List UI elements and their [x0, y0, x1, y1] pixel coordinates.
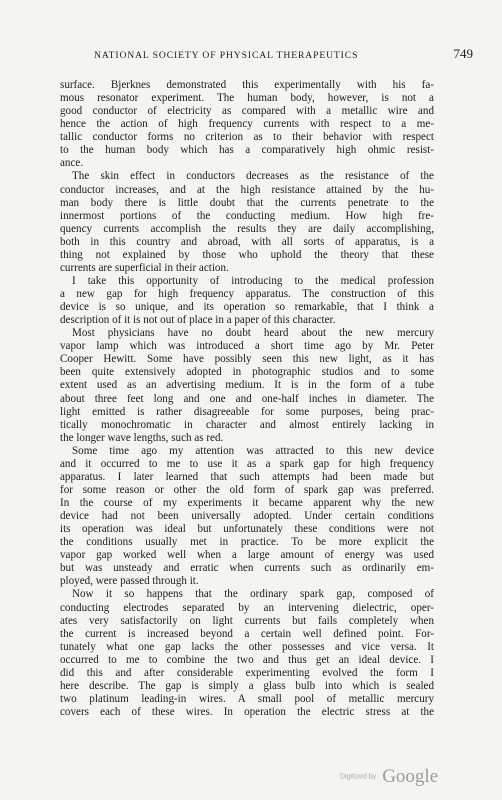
text-line: and it occurred to me to use it as a spark gap for high frequency — [60, 457, 434, 470]
text-line: hence the action of high frequency currents with respect to a me- — [60, 118, 434, 131]
text-line: apparatus. I later learned that such attempts had been made but — [60, 470, 434, 483]
text-line: the current is increased beyond a certain well defined point. For- — [60, 627, 434, 640]
text-line: been quite extensively adopted in photographic studios and to some — [60, 366, 434, 379]
page-number: 749 — [453, 46, 473, 61]
text-line: innermost portions of the conducting medium. How high fre- — [60, 209, 434, 222]
text-line: thing not explained by those who uphold the theory that these — [60, 248, 434, 261]
text-line: to the human body which has a comparatively high ohmic resist- — [60, 144, 434, 157]
text-line: ance. — [60, 157, 84, 170]
text-line: tallic conductor forms no criterion as to their behavior with respect — [60, 131, 434, 144]
text-line: a new gap for high frequency apparatus. The construction of this — [60, 288, 434, 300]
text-line: mous resonator experiment. The human body, however, is not a — [60, 92, 434, 105]
text-line: The skin effect in conductors decreases as the resistance of the — [72, 170, 434, 183]
text-line: conducting electrodes separated by an intervening dielectric, oper- — [60, 601, 434, 614]
text-line: covers each of these wires. In operation the electric stress at the — [60, 706, 434, 718]
text-line: tically monochromatic in character and almost entirely lacking in — [60, 418, 434, 431]
text-line: Most physicians have no doubt heard about the new mercury — [72, 327, 434, 340]
text-line: occurred to me to combine the two and thus get an ideal device. I — [60, 653, 434, 666]
text-line: the longer wave lengths, such as red. — [60, 431, 224, 444]
text-line: In the course of my experiments it became apparent why the new — [60, 497, 434, 509]
text-line: both in this country and abroad, with all sorts of apparatus, is a — [60, 235, 434, 248]
google-watermark — [340, 766, 438, 788]
text-line: ates very satisfactorily on light currents but fails completely when — [60, 614, 434, 627]
text-line: vapor gap worked well when a large amount of energy was used — [60, 549, 434, 562]
text-line: tunately what one gap lacks the other possesses and vice versa. It — [60, 640, 434, 653]
text-line: here describe. The gap is simply a glass bulb into which is sealed — [60, 679, 434, 692]
text-line: conductor increases, and at the high resistance attained by the hu- — [60, 183, 434, 196]
text-line: vapor lamp which was introduced a short time ago by Mr. Peter — [60, 340, 434, 353]
text-line: currents are superficial in their action. — [60, 261, 229, 274]
running-head: NATIONAL SOCIETY OF PHYSICAL THERAPEUTICS — [94, 50, 359, 61]
text-line: device had not been universally adopted. Under certain conditions — [60, 510, 434, 523]
text-line: description of it is not out of place in a paper of this character. — [60, 314, 336, 327]
text-line: extent used as an advertising medium. It is in the form of a tube — [60, 379, 434, 392]
text-line: two platinum leading-in wires. A small pool of metallic mercury — [60, 692, 434, 705]
text-line: I take this opportunity of introducing to the medical profession — [72, 274, 434, 287]
watermark-prefix: Digitized by — [340, 773, 377, 781]
google-logo: Google — [382, 766, 439, 787]
text-line: Cooper Hewitt. Some have possibly seen this new light, as it has — [60, 353, 434, 366]
text-line: ployed, were passed through it. — [60, 575, 199, 588]
text-line: its operation was ideal but unfortunately these conditions were not — [60, 523, 434, 536]
text-line: but was unsteady and erratic when currents such as ordinarily em- — [60, 562, 434, 575]
text-line: about three feet long and one and one-half inches in diameter. The — [60, 392, 434, 405]
text-line: light emitted is rather disagreeable for some purposes, being prac- — [60, 405, 434, 418]
body-text — [60, 79, 434, 719]
text-line: Some time ago my attention was attracted to this new device — [72, 444, 434, 457]
text-line: quency currents accomplish the results they are daily accomplishing, — [60, 222, 434, 235]
text-line: did this and after considerable experimenting evolved the form I — [60, 666, 434, 679]
text-line: good conductor of electricity as compared with a metallic wire and — [60, 105, 434, 118]
text-line: man body there is little doubt that the currents penetrate to the — [60, 196, 434, 209]
text-line: surface. Bjerknes demonstrated this experimentally with his fa- — [60, 79, 434, 91]
text-line: device is so unique, and its operation so remarkable, that I think a — [60, 301, 434, 314]
text-line: the conditions usually met in practice. To be more explicit the — [60, 536, 434, 549]
text-line: for some reason or other the old form of spark gap was preferred. — [60, 483, 434, 496]
text-line: Now it so happens that the ordinary spark gap, composed of — [72, 588, 434, 601]
